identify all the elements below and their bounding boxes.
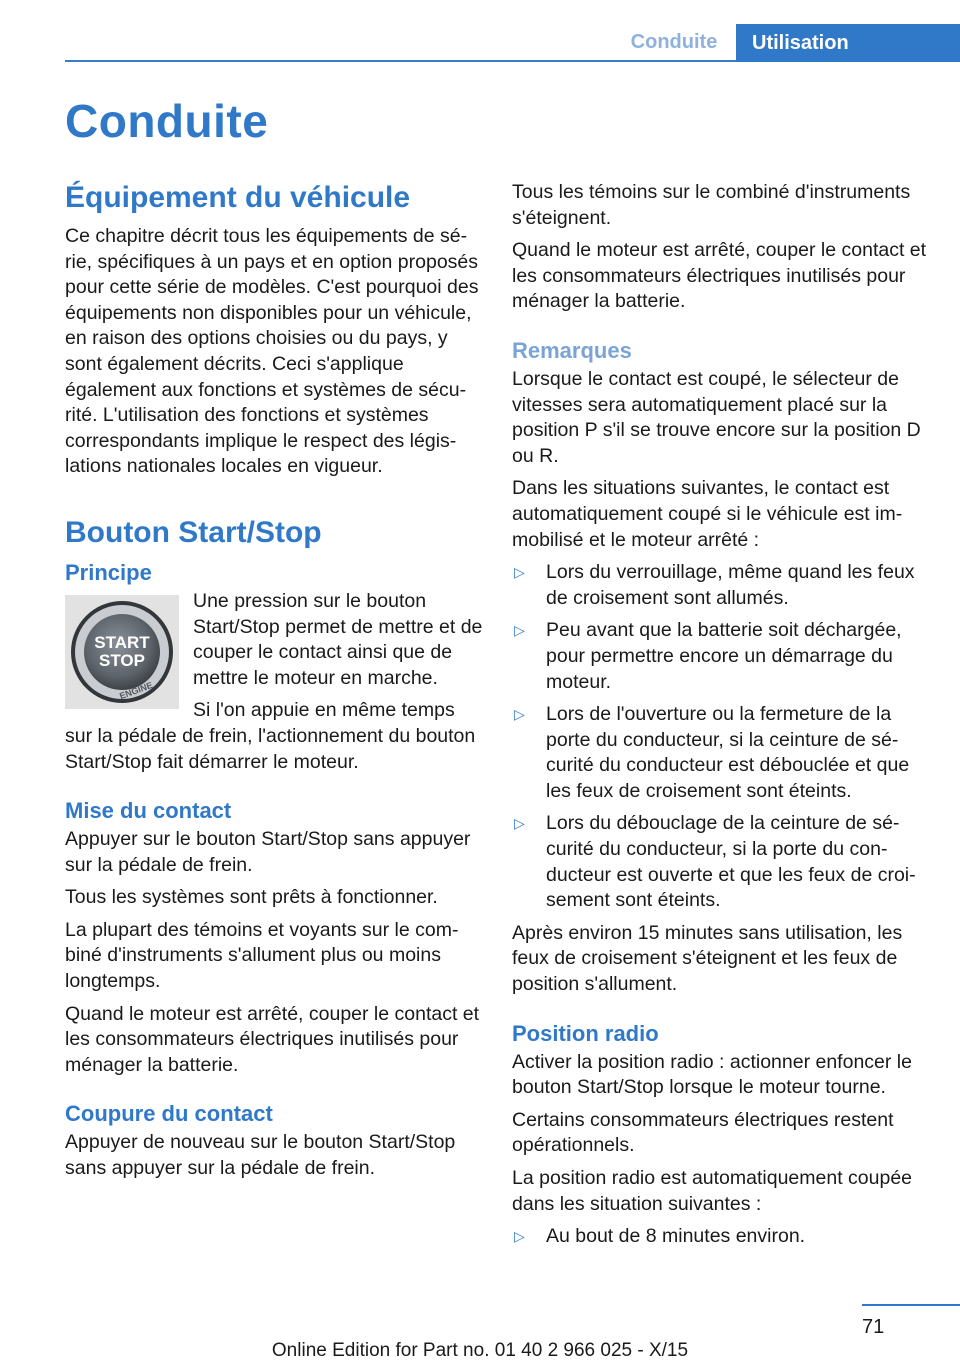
mise-text-1: Appuyer sur le bouton Start/Stop sans appuyer sur la pédale de frein. (65, 828, 471, 876)
principe-block (65, 589, 483, 782)
coupure-text-1: Appuyer de nouveau sur le bouton Start/Stop sans appuyer sur la pédale de frein. (65, 1131, 456, 1180)
right-text-2: Quand le moteur est arrêté, couper le contact et les consommateurs électriques inutilisés pour ménager la batterie. (512, 239, 927, 313)
section-title-equipement: Équipement du véhicule (65, 181, 411, 214)
start-stop-button-image (65, 595, 179, 709)
triangle-bullet-icon: ▷ (514, 1228, 525, 1245)
subsection-title-radio: Position radio (512, 1020, 659, 1046)
mise-text-2: Tous les systèmes sont prêts à fonctionner. (65, 886, 438, 909)
subsection-title-coupure: Coupure du contact (65, 1101, 273, 1127)
remarques-text-2: Dans les situations suivantes, le contact est automatiquement coupé si le véhicule est immobilisé et le moteur arrêté : (512, 477, 903, 551)
remarques-bullet-list (512, 560, 930, 914)
right-text-1: Tous les témoins sur le combiné d'instruments s'éteignent. (512, 181, 911, 229)
mise-text-3: La plupart des témoins et voyants sur le combiné d'instruments s'allument plus ou moins longtemps. (65, 918, 459, 993)
subsection-title-mise: Mise du contact (65, 798, 232, 824)
radio-bullet-list (512, 1224, 930, 1250)
list-item: ▷ Lors de l'ouverture ou la fermeture de la porte du conducteur, si la ceinture de sécurité du conducteur est débouclée et que les feux de croisement sont éteints. (514, 703, 910, 802)
svg-text:START: START (94, 632, 150, 652)
edition-footer: Online Edition for Part no. 01 40 2 966 025 - X/15 (271, 1340, 689, 1361)
list-item: ▷ Lors du débouclage de la ceinture de sécurité du conducteur, si la porte du conducteur est ouverte et que les feux de croisement sont éteints. (514, 812, 916, 912)
page-number: 71 (862, 1316, 885, 1338)
right-column (512, 180, 930, 1257)
radio-text-3: La position radio est automatiquement coupée dans les situation suivantes : (512, 1167, 913, 1215)
tab-utilisation[interactable]: Utilisation (736, 24, 960, 62)
triangle-bullet-icon: ▷ (514, 564, 525, 581)
triangle-bullet-icon: ▷ (514, 622, 525, 639)
mise-text-4: Quand le moteur est arrêté, couper le contact et les consommateurs électriques inutilisés pour ménager la batterie. (65, 1002, 480, 1076)
triangle-bullet-icon: ▷ (514, 706, 525, 723)
list-item: ▷ Lors du verrouillage, même quand les feux de croisement sont allumés. (514, 561, 915, 609)
start-stop-engine-icon (69, 599, 175, 705)
remarques-text-1: Lorsque le contact est coupé, le sélecteur de vitesses sera automatiquement placé sur la position P s'il se trouve encore sur la position D ou R. (512, 367, 921, 467)
principe-text-1: Une pression sur le bouton Start/Stop permet de mettre et de couper le contact ainsi que de mettre le moteur en marche. (193, 589, 483, 689)
radio-text-1: Activer la position radio : actionner enfoncer le bouton Start/Stop lorsque le moteur tourne. (512, 1050, 912, 1099)
left-column (65, 180, 483, 1189)
subsection-title-remarques: Remarques (512, 337, 632, 363)
triangle-bullet-icon: ▷ (514, 815, 525, 832)
list-item: ▷ Peu avant que la batterie soit déchargée, pour permettre encore un démarrage du moteur. (514, 619, 902, 693)
svg-text:ENGINE: ENGINE (118, 679, 154, 702)
svg-text:STOP: STOP (99, 650, 145, 670)
page-title: Conduite (65, 95, 269, 147)
tab-conduite[interactable]: Conduite (630, 30, 718, 53)
principe-text-2: Si l'on appuie en même temps sur la pédale de frein, l'actionnement du bouton Start/Stop fait démarrer le moteur. (65, 699, 476, 773)
equipement-text: Ce chapitre décrit tous les équipements de série, spécifiques à un pays et en option proposés pour cette série de modèles. C'est pourquoi des équipements non disponibles pour un véhicule, en raison des options choisies ou du pays, y sont également décrits. Ceci s'applique également aux fonctions et systèmes de sécurité. L'utilisation des fonctions et systèmes correspondants implique le respect des législations nationales locales en vigueur. (65, 225, 479, 478)
list-item: ▷ Au bout de 8 minutes environ. (512, 1224, 930, 1250)
footer-rule (862, 1304, 960, 1306)
subsection-title-principe: Principe (65, 559, 152, 585)
section-title-bouton: Bouton Start/Stop (65, 515, 322, 549)
remarques-text-3: Après environ 15 minutes sans utilisation, les feux de croisement s'éteignent et les feux de position s'allument. (512, 921, 903, 996)
radio-text-2: Certains consommateurs électriques restent opérationnels. (512, 1108, 894, 1157)
